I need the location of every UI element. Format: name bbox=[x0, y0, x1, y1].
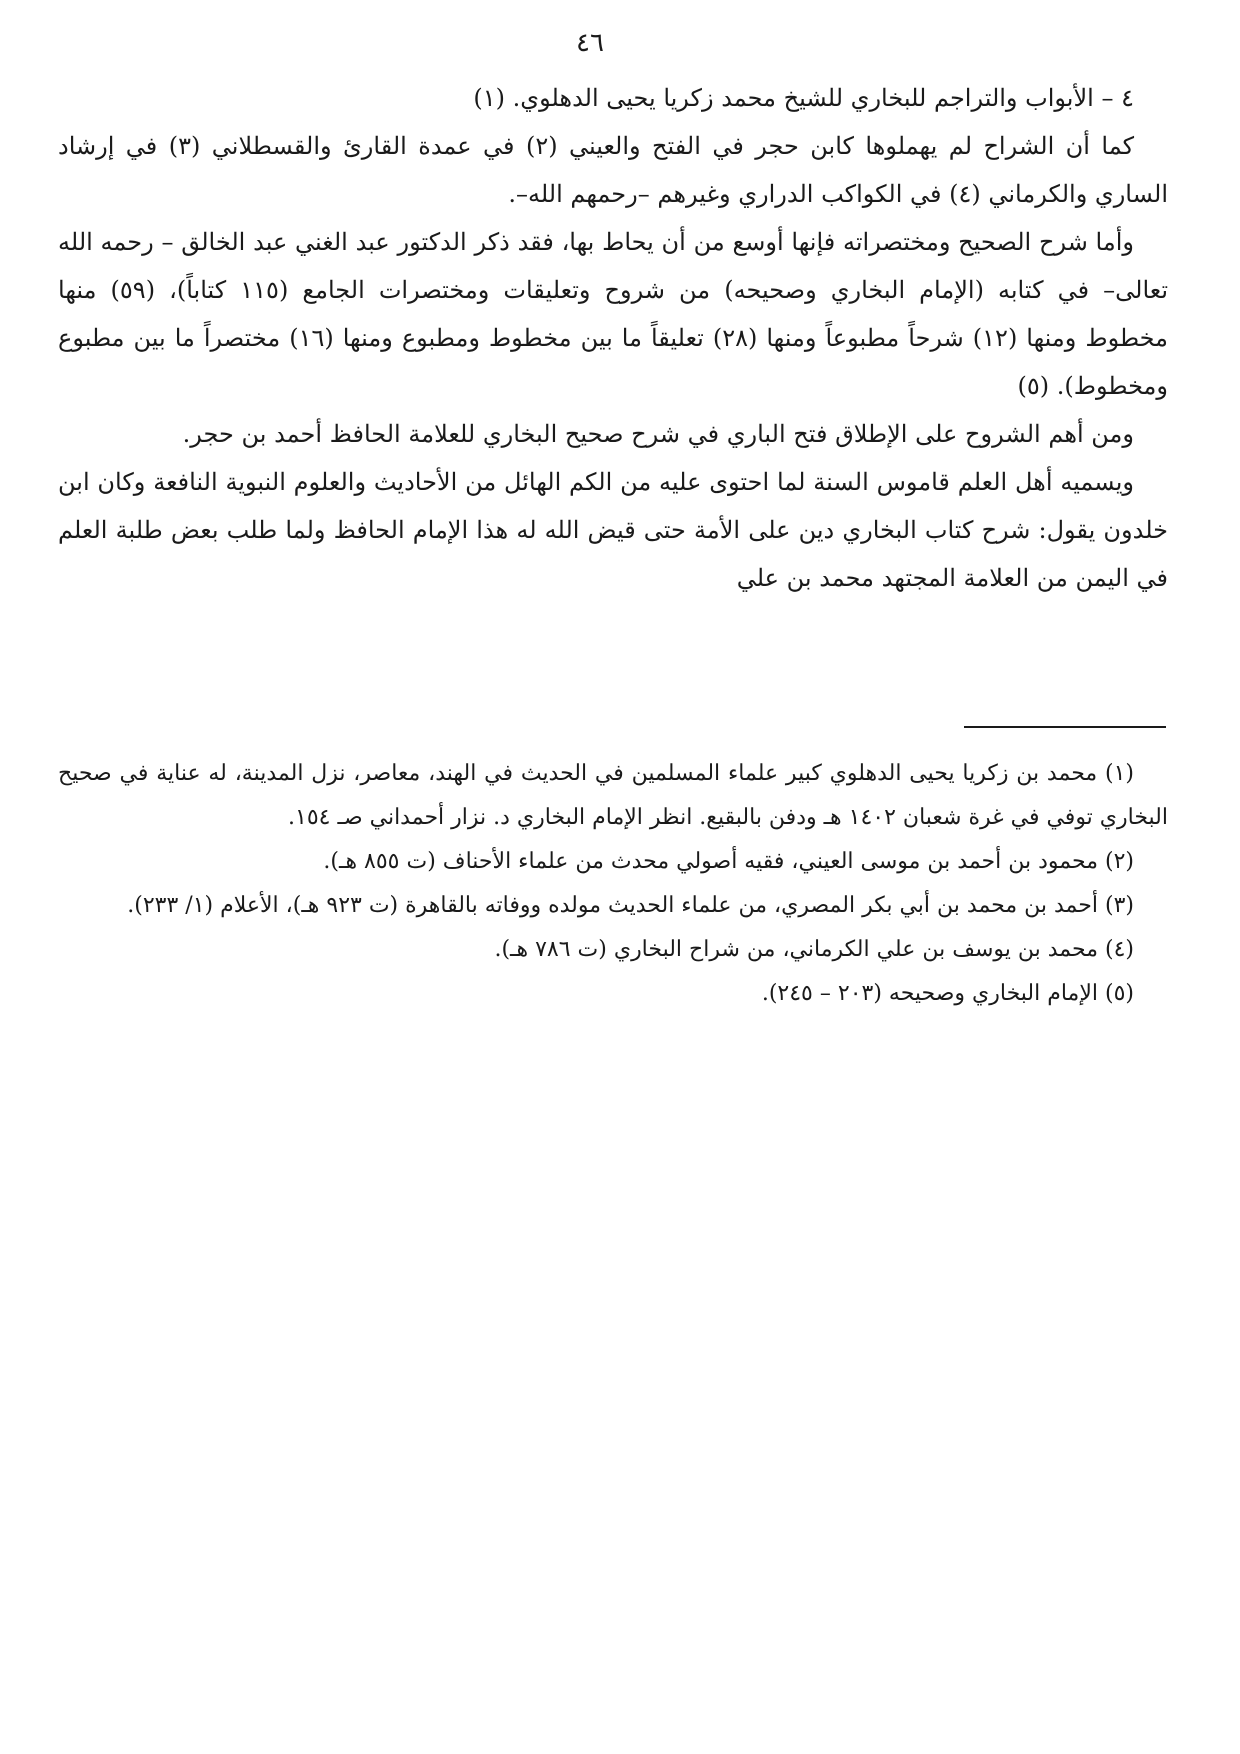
footnote-3: (٣) أحمد بن محمد بن أبي بكر المصري، من علماء الحديث مولده ووفاته بالقاهرة (ت ٩٢٣ هـ)، الأعلام (١/ ٢٣٣). bbox=[127, 893, 1134, 918]
paragraph-fath-al-bari: ومن أهم الشروح على الإطلاق فتح الباري في شرح صحيح البخاري للعلامة الحافظ أحمد بن حجر. bbox=[182, 420, 1134, 448]
paragraph-commentaries-count: وأما شرح الصحيح ومختصراته فإنها أوسع من أن يحاط بها، فقد ذكر الدكتور عبد الغني عبد الخالق – رحمه الله تعالى– في كتابه (الإمام البخاري وصحيحه) من شروح وتعليقات ومختصرات الجامع (١١٥ كتاباً)، (٥٩) منها مخطوط ومنها (١٢) شرحاً مطبوعاً ومنها (٢٨) تعليقاً ما بين مخطوط ومطبوع ومنها (١٦) مختصراً ما بين مطبوع ومخطوط). (٥) bbox=[58, 228, 1169, 400]
footnote-2: (٢) محمود بن أحمد بن موسى العيني، فقيه أصولي محدث من علماء الأحناف (ت ٨٥٥ هـ). bbox=[323, 849, 1134, 874]
paragraph-commentators: كما أن الشراح لم يهملوها كابن حجر في الفتح والعيني (٢) في عمدة القارئ والقسطلاني (٣) في إرشاد الساري والكرماني (٤) في الكواكب الدراري وغيرهم –رحمهم الله–. bbox=[58, 132, 1168, 208]
page-number: ٤٦ bbox=[576, 28, 604, 58]
footnote-4: (٤) محمد بن يوسف بن علي الكرماني، من شراح البخاري (ت ٧٨٦ هـ). bbox=[494, 937, 1134, 962]
footnotes bbox=[58, 752, 1168, 1016]
footnote-separator bbox=[964, 726, 1166, 728]
paragraph-qamus-al-sunna: ويسميه أهل العلم قاموس السنة لما احتوى عليه من الكم الهائل من الأحاديث والعلوم النبوية النافعة وكان ابن خلدون يقول: شرح كتاب البخاري دين على الأمة حتى قيض الله له هذا الإمام الحافظ ولما طلب بعض طلبة العلم في اليمن من العلامة المجتهد محمد بن علي bbox=[58, 468, 1168, 592]
list-item-4: ٤ – الأبواب والتراجم للبخاري للشيخ محمد زكريا يحيى الدهلوي. (١) bbox=[473, 84, 1134, 112]
footnote-1: (١) محمد بن زكريا يحيى الدهلوي كبير علماء المسلمين في الحديث في الهند، معاصر، نزل المدينة، له عناية في صحيح البخاري توفي في غرة شعبان ١٤٠٢ هـ ودفن بالبقيع. انظر الإمام البخاري د. نزار أحمداني صـ ١٥٤. bbox=[58, 761, 1168, 830]
main-text bbox=[58, 74, 1168, 602]
footnote-5: (٥) الإمام البخاري وصحيحه (٢٠٣ – ٢٤٥). bbox=[761, 981, 1134, 1006]
